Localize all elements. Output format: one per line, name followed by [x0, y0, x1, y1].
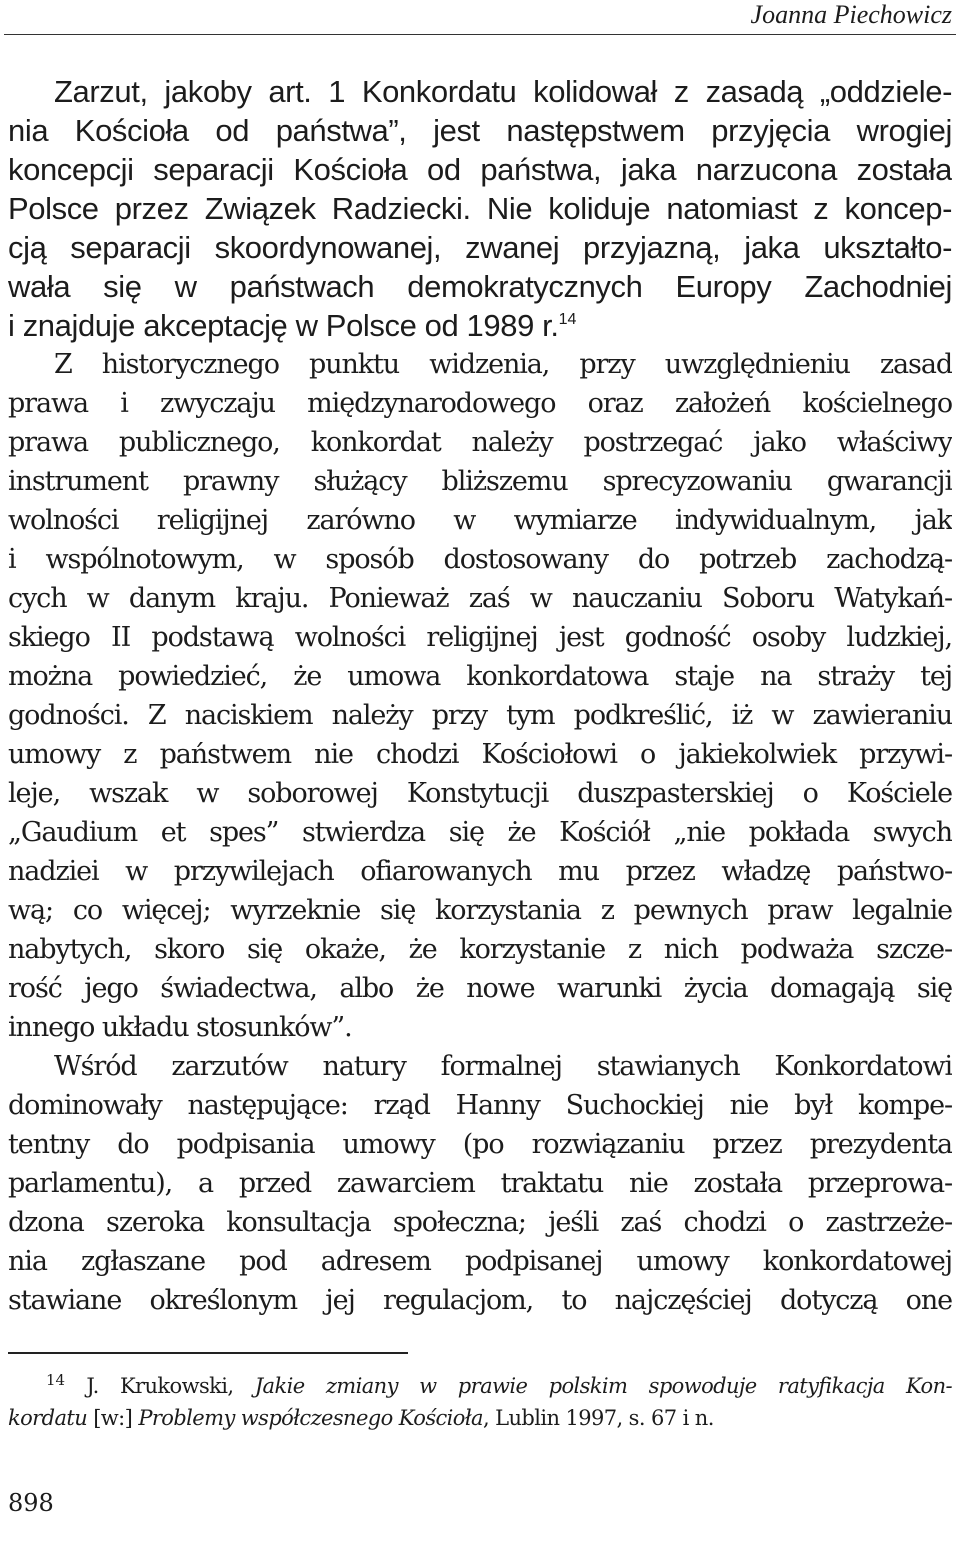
footnote-line — [8, 1402, 952, 1434]
text-line: nabytych, skoro się okaże, że korzystanie z nich podważa szcze- — [8, 934, 952, 965]
text-line: tentny do podpisania umowy (po rozwiązaniu przez prezydenta — [8, 1129, 952, 1160]
footnote-separator — [8, 1352, 408, 1354]
text-line: cych w danym kraju. Ponieważ zaś w nauczaniu Soboru Watykań- — [8, 583, 952, 614]
paragraph-2 — [8, 345, 952, 1047]
text-line: można powiedzieć, że umowa konkordatowa staje na straży tej — [8, 661, 952, 692]
text-line: dzona szeroka konsultacja społeczna; jeśli zaś chodzi o zastrzeże- — [8, 1207, 952, 1238]
text-line: nia zgłaszane pod adresem podpisanej umowy konkordatowej — [8, 1246, 952, 1277]
footnote-author: J. Krukowski, — [86, 1374, 255, 1398]
text-line: Z historycznego punktu widzenia, przy uwzględnieniu zasad — [54, 349, 952, 380]
text-line: prawa publicznego, konkordat należy postrzegać jako właściwy — [8, 427, 952, 458]
paragraph-1 — [8, 72, 952, 345]
text-line: umowy z państwem nie chodzi Kościołowi o jakiekolwiek przywi- — [8, 739, 952, 770]
text-line: godności. Z naciskiem należy przy tym podkreślić, iż w zawieraniu — [8, 700, 952, 731]
footnote-title-cont: kordatu — [8, 1406, 88, 1430]
footnote-reference[interactable]: 14 — [558, 311, 577, 328]
text-line-last: innego układu stosunków”. — [8, 1012, 352, 1043]
footnote-line — [8, 1370, 952, 1402]
footnote-number: 14 — [46, 1371, 66, 1389]
paragraph-3 — [8, 1047, 952, 1320]
text-line: Polsce przez Związek Radziecki. Nie koliduje natomiast z koncep- — [8, 191, 952, 226]
text-line: instrument prawny służący bliższemu sprecyzowaniu gwarancji — [8, 466, 952, 497]
header-rule — [4, 34, 956, 35]
text-line: i wspólnotowym, w sposób dostosowany do potrzeb zachodzą- — [8, 544, 952, 575]
text-line: rość jego świadectwa, albo że nowe warunki życia domagają się — [8, 973, 952, 1004]
text-line: leje, wszak w soborowej Konstytucji duszpasterskiej o Kościele — [8, 778, 952, 809]
footnote-publication: , Lublin 1997, s. 67 i n. — [482, 1406, 714, 1430]
text-line: stawiane określonym jej regulacjom, to najczęściej dotyczą one — [8, 1285, 952, 1316]
text-line: cją separacji skoordynowanej, zwanej przyjazną, jaka ukształto- — [8, 230, 952, 265]
text-line: wą; co więcej; wyrzeknie się korzystania z pewnych praw legalnie — [8, 895, 952, 926]
text-line: nadziei w przywilejach ofiarowanych mu przez władzę państwo- — [8, 856, 952, 887]
text-line: parlamentu), a przed zawarciem traktatu nie została przeprowa- — [8, 1168, 952, 1199]
footnote-source: Problemy współczesnego Kościoła — [138, 1406, 483, 1430]
running-header-author: Joanna Piechowicz — [750, 0, 952, 29]
text-line: Wśród zarzutów natury formalnej stawianych Konkordatowi — [54, 1051, 952, 1082]
text-line: Zarzut, jakoby art. 1 Konkordatu kolidował z zasadą „oddziele- — [54, 74, 952, 109]
text-line: dominowały następujące: rząd Hanny Suchockiej nie był kompe- — [8, 1090, 952, 1121]
footnote-title: Jakie zmiany w prawie polskim spowoduje ratyfikacja Kon- — [254, 1374, 952, 1398]
text-line: „Gaudium et spes” stwierdza się że Kościół „nie pokłada swych — [8, 817, 952, 848]
footnote-in-label: [w:] — [87, 1406, 139, 1430]
page-number: 898 — [8, 1489, 54, 1517]
text-line: skiego II podstawą wolności religijnej jest godność osoby ludzkiej, — [8, 622, 952, 653]
footnote-14 — [8, 1370, 952, 1434]
text-line: nia Kościoła od państwa”, jest następstwem przyjęcia wrogiej — [8, 113, 952, 148]
text-line-last — [8, 306, 952, 345]
text-line: wała się w państwach demokratycznych Europy Zachodniej — [8, 269, 952, 304]
text-line: wolności religijnej zarówno w wymiarze indywidualnym, jak — [8, 505, 952, 536]
text-line: koncepcji separacji Kościoła od państwa, jaka narzucona została — [8, 152, 952, 187]
text-line: prawa i zwyczaju międzynarodowego oraz założeń kościelnego — [8, 388, 952, 419]
text-line-content: i znajduje akceptację w Polsce od 1989 r. — [8, 308, 559, 343]
